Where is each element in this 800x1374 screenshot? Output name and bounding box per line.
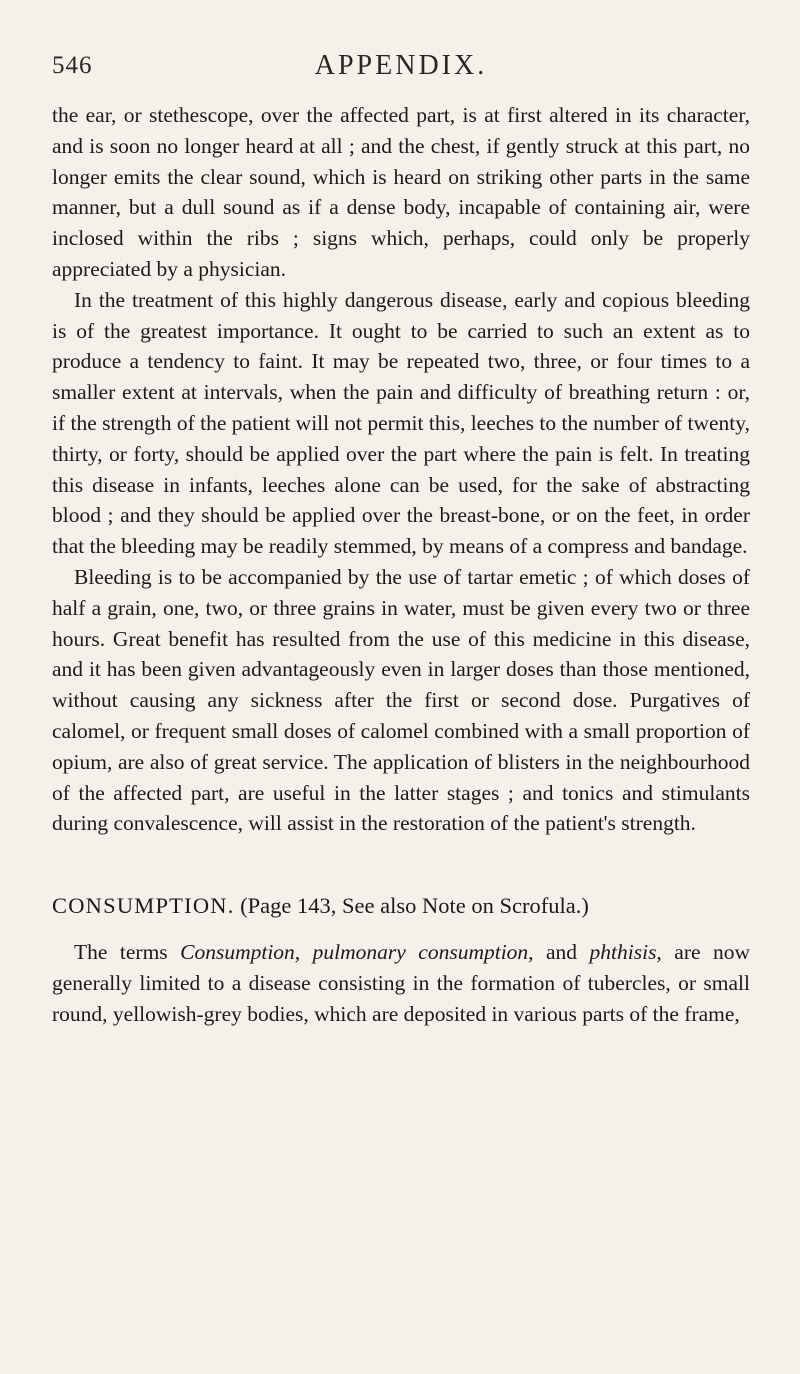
page-number: 546 — [52, 52, 93, 79]
running-title: APPENDIX. — [314, 50, 488, 81]
definition-conjunction: and — [546, 940, 578, 965]
definition-intro: The terms — [74, 940, 168, 965]
paragraph-auscultation-signs: the ear, or stethescope, over the affected part, is at first altered in its character, and is soon no longer heard at all ; and the chest, if gently struck at this part, no longer emits the clear sound, which is heard on striking other parts in the same manner, but a dull sound as if a dense body, incapable of containing air, were inclosed within the ribs ; signs which, perhaps, could only be properly appreciated by a physician. — [52, 103, 750, 281]
section-heading-consumption — [52, 891, 750, 921]
term-phthisis: phthisis, — [589, 940, 662, 965]
paragraph-treatment-bleeding: In the treatment of this highly dangerous disease, early and copious bleeding is of the greatest importance. It ought to be carried to such an extent as to produce a tendency to faint. It may be repeated two, three, or four times to a smaller extent at intervals, when the pain and difficulty of breathing return : or, if the strength of the patient will not permit this, leeches to the number of twenty, thirty, or forty, should be applied over the part where the pain is felt. In treating this disease in infants, leeches alone can be used, for the sake of abstracting blood ; and they should be applied over the breast-bone, or on the feet, in order that the bleeding may be readily stemmed, by means of a compress and bandage. — [52, 287, 750, 559]
term-pulmonary-consumption: pulmonary consumption, — [312, 940, 534, 965]
paragraph-tartar-emetic: Bleeding is to be accompanied by the use of tartar emetic ; of which doses of half a grain, one, two, or three grains in water, must be given every two or three hours. Great benefit has resulted from the use of this medicine in this disease, and it has been given advantageously even in larger doses than those mentioned, without causing any sickness after the first or second dose. Purgatives of calomel, or frequent small doses of calomel combined with a small proportion of opium, are also of great service. The application of blisters in the neighbourhood of the affected part, are useful in the latter stages ; and tonics and stimulants during convalescence, will assist in the restoration of the patient's strength. — [52, 564, 750, 836]
term-consumption: Consumption, — [180, 940, 301, 965]
definition-continuation: are now generally limited to a disease consisting in the formation of tubercles, or small round, yellowish-grey bodies, which are deposited in various parts of the frame, — [52, 940, 751, 1026]
section-title: CONSUMPTION. — [52, 893, 235, 919]
paragraph-consumption-definition — [52, 937, 750, 1029]
section-reference: (Page 143, See also Note on Scrofula.) — [240, 893, 589, 919]
running-head — [52, 52, 750, 92]
